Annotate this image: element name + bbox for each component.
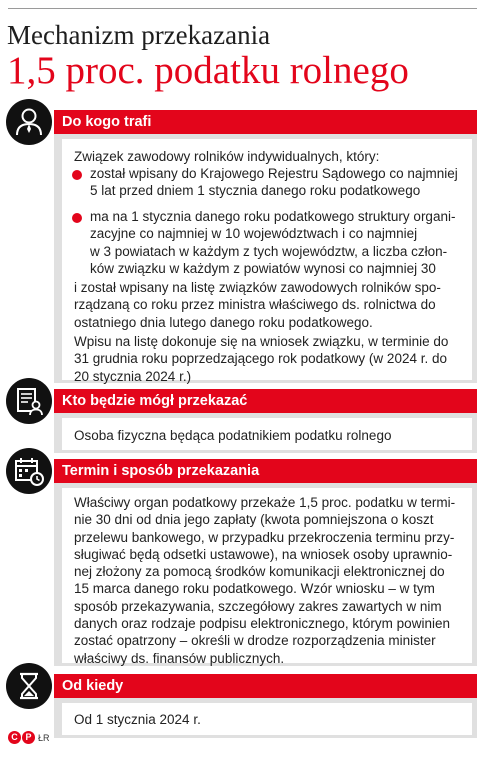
list-item xyxy=(90,208,462,277)
list-item-line: ma na 1 stycznia danego roku podatkowego struktury organi- xyxy=(90,209,456,224)
person-icon xyxy=(6,99,52,145)
paragraph-line: sposób przekazywania, szczegółowy zakres zawartych w nim xyxy=(74,598,442,614)
paragraph-line: 31 grudnia roku poprzedzającego rok podatkowy (w 2024 r. do xyxy=(74,351,447,367)
author-credit: ŁR xyxy=(38,733,50,743)
paragraph xyxy=(74,494,462,667)
list-item-line: został wpisany do Krajowego Rejestru Sądowego co najmniej xyxy=(90,166,458,181)
hourglass-icon xyxy=(6,663,52,709)
logo-letter: P xyxy=(22,731,35,744)
logo-letter: C xyxy=(8,731,21,744)
paragraph-line: sługiwać będą odsetki ustawowe), na wniosek osoby uprawnio- xyxy=(74,546,453,562)
publisher-logo xyxy=(8,731,35,744)
section-heading: Od kiedy xyxy=(54,674,477,698)
list-item-line: ków związku w każdym z powiatów wynosi co najmniej 30 xyxy=(90,260,436,276)
paragraph-line: ostatniego dnia lutego danego roku podatkowego. xyxy=(74,314,373,330)
paragraph-line: rządzaną co roku przez ministra właściwego ds. rolnictwa do xyxy=(74,297,436,313)
page-title: Mechanizm przekazania xyxy=(7,20,271,50)
bullet-marker xyxy=(72,170,82,180)
section-content xyxy=(62,139,472,384)
body-text: Od 1 stycznia 2024 r. xyxy=(74,712,201,727)
list-item xyxy=(90,165,462,200)
paragraph-line: danych oraz rodzaje podpisu elektronicznego, którym powinien xyxy=(74,616,450,632)
section-heading: Termin i sposób przekazania xyxy=(54,459,477,483)
paragraph-line: 20 stycznia 2024 r.) xyxy=(74,368,192,384)
body-text: Osoba fizyczna będąca podatnikiem podatku rolnego xyxy=(74,428,392,443)
page-subtitle: 1,5 proc. podatku rolnego xyxy=(7,49,409,92)
paragraph-line: 15 marca danego roku podatkowego. Wzór wniosku – w tym xyxy=(74,581,435,597)
paragraph-line: przelewu bankowego, w przypadku przekroczenia terminu przy- xyxy=(74,529,455,545)
list-item-line: w 3 powiatach w każdym z tych województw, a liczba człon- xyxy=(90,243,448,259)
paragraph-line: właściwy ds. finansów publicznych. xyxy=(74,650,285,666)
list-item-line: zacyjne co najmniej w 10 województwach i co najmniej xyxy=(90,226,418,242)
bullet-marker xyxy=(72,213,82,223)
list-item-line: 5 lat przed dniem 1 stycznia danego roku podatkowego xyxy=(90,183,421,199)
section-heading: Do kogo trafi xyxy=(54,110,477,134)
paragraph xyxy=(74,333,462,385)
paragraph-line: zostać opatrzony – określi w drodze rozporządzenia minister xyxy=(74,633,436,649)
top-rule xyxy=(8,8,477,9)
section-content xyxy=(62,703,472,735)
section-content xyxy=(62,418,472,450)
paragraph-line: nej złożony za pomocą środków komunikacji elektronicznej do xyxy=(74,564,445,580)
section-heading: Kto będzie mógł przekazać xyxy=(54,389,477,413)
paragraph-line: Właściwy organ podatkowy przekaże 1,5 proc. podatku w termi- xyxy=(74,495,456,510)
intro-text: Związek zawodowy rolników indywidualnych, który: xyxy=(74,149,380,164)
document-person-icon xyxy=(6,378,52,424)
section-content xyxy=(62,488,472,666)
paragraph-line: nie 30 dni od dnia jego zapłaty (kwota pomniejszona o koszt xyxy=(74,512,434,528)
paragraph xyxy=(74,279,462,331)
paragraph-line: Wpisu na listę dokonuje się na wniosek związku, w terminie do xyxy=(74,334,449,349)
paragraph-line: i został wpisany na listę związków zawodowych rolników spo- xyxy=(74,280,441,295)
calendar-clock-icon xyxy=(6,448,52,494)
